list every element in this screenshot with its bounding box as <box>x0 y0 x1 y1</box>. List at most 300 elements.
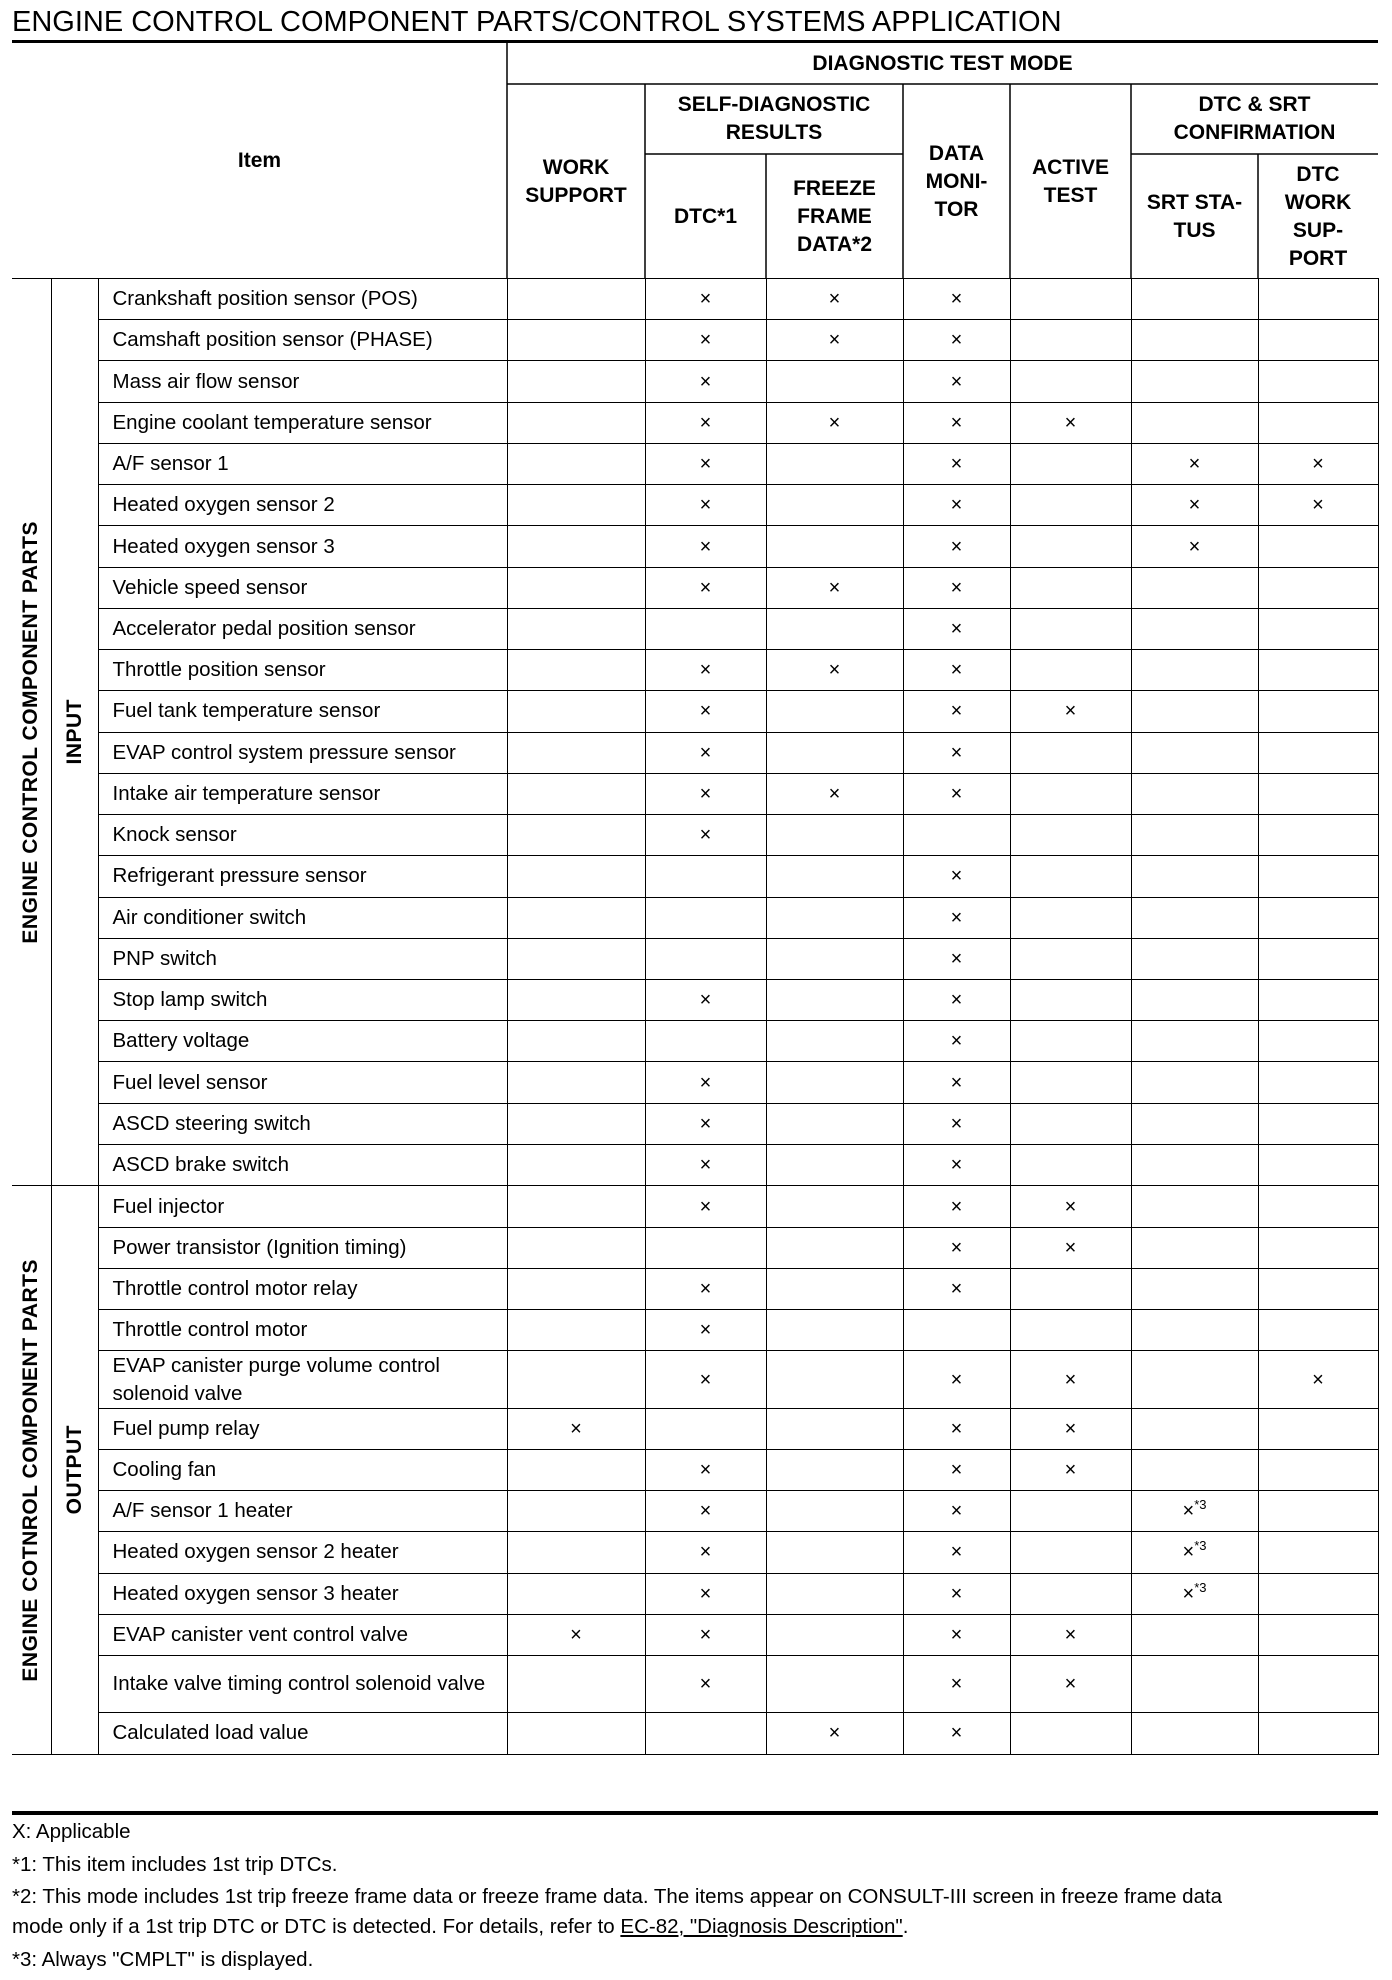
mark-cell <box>645 691 766 732</box>
mark-cell <box>903 1310 1010 1351</box>
mark-cell <box>903 1021 1010 1062</box>
application-table <box>12 278 1379 1755</box>
mark-cell <box>1010 1449 1131 1490</box>
mark-cell <box>1131 1573 1258 1614</box>
mark-cell <box>1131 279 1258 320</box>
mark-cell <box>766 608 903 649</box>
mark-cell <box>507 1614 645 1655</box>
applicable-mark: × <box>950 1722 963 1745</box>
section-label: ENGINE COTNROL COMPONENT PARTS <box>12 1186 51 1754</box>
mark-cell <box>1010 1532 1131 1573</box>
mark-cell <box>645 1062 766 1103</box>
mark-cell <box>1258 773 1378 814</box>
applicable-mark: × <box>699 700 712 723</box>
applicable-mark: × <box>950 865 963 888</box>
mark-cell <box>507 1144 645 1185</box>
row-item-label: Refrigerant pressure sensor <box>98 856 507 897</box>
mark-cell <box>1258 1491 1378 1532</box>
header-diagnostic-test-mode: DIAGNOSTIC TEST MODE <box>812 51 1073 75</box>
mark-cell <box>766 1021 903 1062</box>
header-dtc-srt-confirmation: DTC & SRT CONFIRMATION <box>1173 93 1336 144</box>
mark-cell <box>645 608 766 649</box>
mark-cell <box>1131 1310 1258 1351</box>
table-row <box>12 1351 1378 1408</box>
mark-cell <box>1131 1268 1258 1309</box>
mark-cell <box>1131 815 1258 856</box>
mark-cell <box>645 1491 766 1532</box>
mark-cell <box>766 938 903 979</box>
mark-cell <box>1258 567 1378 608</box>
mark-cell <box>1258 691 1378 732</box>
mark-cell <box>766 1186 903 1227</box>
header-dtc: DTC*1 <box>673 204 737 228</box>
row-item-label: Accelerator pedal position sensor <box>98 608 507 649</box>
mark-cell <box>1258 1656 1378 1713</box>
row-item-label: Intake valve timing control solenoid valve <box>98 1656 507 1713</box>
mark-cell <box>903 1351 1010 1408</box>
mark-cell <box>766 1713 903 1754</box>
table-row <box>12 732 1378 773</box>
mark-cell <box>766 1268 903 1309</box>
mark-cell <box>1258 1144 1378 1185</box>
mark-cell <box>507 361 645 402</box>
mark-cell <box>1258 1351 1378 1408</box>
applicable-mark: × <box>828 288 841 311</box>
applicable-mark: × <box>699 329 712 352</box>
mark-cell <box>903 938 1010 979</box>
mark-cell <box>1010 1144 1131 1185</box>
mark-cell <box>766 1062 903 1103</box>
mark-cell <box>1258 1449 1378 1490</box>
applicable-mark: × <box>699 1582 712 1605</box>
group-label: INPUT <box>51 279 98 1186</box>
mark-cell <box>507 732 645 773</box>
mark-cell <box>903 1449 1010 1490</box>
mark-cell <box>507 1062 645 1103</box>
table-row <box>12 1532 1378 1573</box>
mark-cell <box>1258 1532 1378 1573</box>
mark-cell <box>1258 279 1378 320</box>
footnote-3-ref: *3 <box>1194 1497 1207 1513</box>
page-title: ENGINE CONTROL COMPONENT PARTS/CONTROL SYSTEMS APPLICATION <box>12 6 1062 38</box>
row-item-label: EVAP canister purge volume control solenoid valve <box>98 1351 507 1408</box>
table-row <box>12 1491 1378 1532</box>
table-row <box>12 1408 1378 1449</box>
mark-cell <box>766 1103 903 1144</box>
mark-cell <box>1010 1713 1131 1754</box>
mark-cell <box>903 1491 1010 1532</box>
mark-cell <box>645 1103 766 1144</box>
mark-cell <box>903 1656 1010 1713</box>
mark-cell <box>1010 856 1131 897</box>
mark-cell <box>1010 608 1131 649</box>
applicable-mark: × <box>699 1624 712 1647</box>
row-item-label: Crankshaft position sensor (POS) <box>98 279 507 320</box>
mark-cell <box>645 897 766 938</box>
applicable-mark: × <box>699 1278 712 1301</box>
mark-cell <box>507 1449 645 1490</box>
applicable-mark: × <box>699 1673 712 1696</box>
mark-cell <box>1010 279 1131 320</box>
mark-cell <box>1010 1408 1131 1449</box>
row-item-label: Calculated load value <box>98 1713 507 1754</box>
mark-cell <box>507 650 645 691</box>
applicable-mark: × <box>950 1236 963 1259</box>
applicable-mark: × <box>1182 1582 1195 1605</box>
mark-cell <box>1010 938 1131 979</box>
mark-cell <box>903 567 1010 608</box>
table-row <box>12 1656 1378 1713</box>
mark-cell <box>1258 1573 1378 1614</box>
mark-cell <box>1258 856 1378 897</box>
applicable-mark: × <box>1064 1458 1077 1481</box>
mark-cell <box>1010 485 1131 526</box>
mark-cell <box>766 443 903 484</box>
mark-cell <box>1131 979 1258 1020</box>
applicable-mark: × <box>699 782 712 805</box>
mark-cell <box>903 1573 1010 1614</box>
mark-cell <box>1010 1062 1131 1103</box>
applicable-mark: × <box>1182 1500 1195 1523</box>
mark-cell <box>1010 1656 1131 1713</box>
mark-cell <box>1258 1227 1378 1268</box>
table-row <box>12 1021 1378 1062</box>
applicable-mark: × <box>699 1195 712 1218</box>
row-item-label: Fuel tank temperature sensor <box>98 691 507 732</box>
mark-cell <box>507 1408 645 1449</box>
mark-cell <box>1131 1532 1258 1573</box>
mark-cell <box>645 1351 766 1408</box>
applicable-mark: × <box>1182 1541 1195 1564</box>
applicable-mark: × <box>699 411 712 434</box>
table-row <box>12 1449 1378 1490</box>
footnote-2-line2: mode only if a 1st trip DTC or DTC is detected. For details, refer to EC-82, "Diagnosis Description". <box>12 1915 909 1938</box>
mark-cell <box>507 1103 645 1144</box>
applicable-mark: × <box>950 370 963 393</box>
mark-cell <box>507 979 645 1020</box>
row-item-label: ASCD brake switch <box>98 1144 507 1185</box>
mark-cell <box>645 1408 766 1449</box>
applicable-mark: × <box>1312 1368 1324 1391</box>
mark-cell <box>766 1227 903 1268</box>
applicable-mark: × <box>950 989 963 1012</box>
mark-cell <box>1131 1144 1258 1185</box>
mark-cell <box>1258 1614 1378 1655</box>
footnote-applicable: X: Applicable <box>12 1820 131 1843</box>
applicable-mark: × <box>1188 453 1201 476</box>
mark-cell <box>645 1573 766 1614</box>
mark-cell <box>645 1656 766 1713</box>
mark-cell <box>1258 1021 1378 1062</box>
mark-cell <box>903 608 1010 649</box>
mark-cell <box>766 402 903 443</box>
applicable-mark: × <box>950 1368 963 1391</box>
applicable-mark: × <box>699 1319 712 1342</box>
table-row <box>12 815 1378 856</box>
applicable-mark: × <box>950 1071 963 1094</box>
mark-cell <box>766 773 903 814</box>
mark-cell <box>766 526 903 567</box>
mark-cell <box>903 1614 1010 1655</box>
mark-cell <box>1258 938 1378 979</box>
applicable-mark: × <box>950 782 963 805</box>
applicable-mark: × <box>570 1624 582 1647</box>
applicable-mark: × <box>950 1195 963 1218</box>
applicable-mark: × <box>699 1458 712 1481</box>
mark-cell <box>766 1614 903 1655</box>
row-item-label: Fuel pump relay <box>98 1408 507 1449</box>
mark-cell <box>1010 443 1131 484</box>
applicable-mark: × <box>950 700 963 723</box>
mark-cell <box>507 1573 645 1614</box>
applicable-mark: × <box>950 617 963 640</box>
applicable-mark: × <box>1064 1624 1077 1647</box>
table-row <box>12 608 1378 649</box>
footnote-3-ref: *3 <box>1194 1538 1207 1554</box>
applicable-mark: × <box>699 989 712 1012</box>
mark-cell <box>645 1449 766 1490</box>
header-item: Item <box>237 149 282 172</box>
applicable-mark: × <box>699 453 712 476</box>
table-row <box>12 938 1378 979</box>
mark-cell <box>1258 979 1378 1020</box>
header-self-diagnostic-results: SELF-DIAGNOSTIC RESULTS <box>677 93 871 144</box>
applicable-mark: × <box>1064 1195 1077 1218</box>
mark-cell <box>766 320 903 361</box>
mark-cell <box>507 1310 645 1351</box>
mark-cell <box>645 732 766 773</box>
mark-cell <box>645 1227 766 1268</box>
footnote-3-ref: *3 <box>1194 1579 1207 1595</box>
mark-cell <box>507 443 645 484</box>
mark-cell <box>507 567 645 608</box>
mark-cell <box>766 1310 903 1351</box>
mark-cell <box>1010 361 1131 402</box>
mark-cell <box>1010 1103 1131 1144</box>
mark-cell <box>766 1532 903 1573</box>
mark-cell <box>1258 650 1378 691</box>
mark-cell <box>1010 897 1131 938</box>
applicable-mark: × <box>1312 453 1324 476</box>
mark-cell <box>507 773 645 814</box>
mark-cell <box>1010 1351 1131 1408</box>
mark-cell <box>903 815 1010 856</box>
mark-cell <box>1258 402 1378 443</box>
applicable-mark: × <box>699 1500 712 1523</box>
table-row <box>12 897 1378 938</box>
row-item-label: Battery voltage <box>98 1021 507 1062</box>
mark-cell <box>1131 773 1258 814</box>
mark-cell <box>1258 1186 1378 1227</box>
mark-cell <box>903 361 1010 402</box>
table-row <box>12 856 1378 897</box>
mark-cell <box>903 1408 1010 1449</box>
row-item-label: Stop lamp switch <box>98 979 507 1020</box>
applicable-mark: × <box>950 329 963 352</box>
section-label: ENGINE CONTROL COMPONENT PARTS <box>12 279 51 1186</box>
applicable-mark: × <box>950 288 963 311</box>
mark-cell <box>645 979 766 1020</box>
row-item-label: Throttle control motor <box>98 1310 507 1351</box>
row-item-label: Fuel injector <box>98 1186 507 1227</box>
table-row <box>12 320 1378 361</box>
diagnosis-description-link[interactable]: EC-82, "Diagnosis Description" <box>620 1915 903 1938</box>
mark-cell <box>1010 402 1131 443</box>
mark-cell <box>1258 815 1378 856</box>
mark-cell <box>1131 1491 1258 1532</box>
row-item-label: EVAP control system pressure sensor <box>98 732 507 773</box>
mark-cell <box>645 320 766 361</box>
mark-cell <box>1131 1614 1258 1655</box>
row-item-label: Heated oxygen sensor 3 <box>98 526 507 567</box>
header-work-support: WORK SUPPORT <box>525 155 627 207</box>
applicable-mark: × <box>1064 1368 1077 1391</box>
mark-cell <box>645 567 766 608</box>
mark-cell <box>903 691 1010 732</box>
table-row <box>12 979 1378 1020</box>
applicable-mark: × <box>699 288 712 311</box>
header-data-monitor: DATA MONI- TOR <box>925 141 988 221</box>
row-item-label: Camshaft position sensor (PHASE) <box>98 320 507 361</box>
applicable-mark: × <box>1064 1236 1077 1259</box>
mark-cell <box>766 856 903 897</box>
applicable-mark: × <box>950 1541 963 1564</box>
mark-cell <box>766 1351 903 1408</box>
mark-cell <box>1010 1021 1131 1062</box>
mark-cell <box>1010 1491 1131 1532</box>
mark-cell <box>645 402 766 443</box>
mark-cell <box>903 402 1010 443</box>
applicable-mark: × <box>950 741 963 764</box>
applicable-mark: × <box>950 659 963 682</box>
applicable-mark: × <box>950 906 963 929</box>
mark-cell <box>645 1532 766 1573</box>
applicable-mark: × <box>950 535 963 558</box>
mark-cell <box>507 485 645 526</box>
mark-cell <box>1010 650 1131 691</box>
mark-cell <box>903 526 1010 567</box>
table-row <box>12 279 1378 320</box>
mark-cell <box>1131 650 1258 691</box>
mark-cell <box>645 1186 766 1227</box>
row-item-label: PNP switch <box>98 938 507 979</box>
mark-cell <box>1258 1103 1378 1144</box>
applicable-mark: × <box>950 453 963 476</box>
mark-cell <box>1010 526 1131 567</box>
row-item-label: Vehicle speed sensor <box>98 567 507 608</box>
applicable-mark: × <box>950 1458 963 1481</box>
mark-cell <box>507 1532 645 1573</box>
mark-cell <box>507 279 645 320</box>
mark-cell <box>507 402 645 443</box>
applicable-mark: × <box>699 1071 712 1094</box>
mark-cell <box>903 1062 1010 1103</box>
table-row <box>12 1062 1378 1103</box>
mark-cell <box>1131 938 1258 979</box>
applicable-mark: × <box>950 1673 963 1696</box>
mark-cell <box>645 485 766 526</box>
applicable-mark: × <box>950 576 963 599</box>
mark-cell <box>1258 320 1378 361</box>
mark-cell <box>903 1103 1010 1144</box>
applicable-mark: × <box>950 1154 963 1177</box>
mark-cell <box>1010 1227 1131 1268</box>
mark-cell <box>903 1227 1010 1268</box>
mark-cell <box>1258 608 1378 649</box>
mark-cell <box>645 1021 766 1062</box>
mark-cell <box>766 279 903 320</box>
mark-cell <box>645 1268 766 1309</box>
applicable-mark: × <box>1312 494 1324 517</box>
mark-cell <box>903 1144 1010 1185</box>
mark-cell <box>1010 1186 1131 1227</box>
applicable-mark: × <box>699 535 712 558</box>
mark-cell <box>766 691 903 732</box>
mark-cell <box>507 1186 645 1227</box>
mark-cell <box>507 1713 645 1754</box>
mark-cell <box>903 443 1010 484</box>
table-row <box>12 1227 1378 1268</box>
row-item-label: Fuel level sensor <box>98 1062 507 1103</box>
mark-cell <box>1258 1408 1378 1449</box>
mark-cell <box>766 815 903 856</box>
mark-cell <box>1131 1449 1258 1490</box>
table-row <box>12 1614 1378 1655</box>
applicable-mark: × <box>1188 494 1201 517</box>
mark-cell <box>645 361 766 402</box>
mark-cell <box>645 1713 766 1754</box>
row-item-label: Power transistor (Ignition timing) <box>98 1227 507 1268</box>
mark-cell <box>1010 691 1131 732</box>
mark-cell <box>903 856 1010 897</box>
applicable-mark: × <box>828 329 841 352</box>
table-bottom-rule <box>12 1811 1378 1815</box>
mark-cell <box>645 773 766 814</box>
mark-cell <box>1010 1310 1131 1351</box>
mark-cell <box>507 897 645 938</box>
mark-cell <box>507 938 645 979</box>
mark-cell <box>507 608 645 649</box>
mark-cell <box>1131 1227 1258 1268</box>
row-item-label: A/F sensor 1 heater <box>98 1491 507 1532</box>
applicable-mark: × <box>950 1278 963 1301</box>
mark-cell <box>507 1491 645 1532</box>
applicable-mark: × <box>699 741 712 764</box>
table-row <box>12 443 1378 484</box>
mark-cell <box>1258 897 1378 938</box>
table-row <box>12 1268 1378 1309</box>
row-item-label: A/F sensor 1 <box>98 443 507 484</box>
mark-cell <box>1131 1713 1258 1754</box>
mark-cell <box>766 732 903 773</box>
mark-cell <box>1131 485 1258 526</box>
group-label: OUTPUT <box>51 1186 98 1754</box>
applicable-mark: × <box>699 1368 712 1391</box>
table-row <box>12 773 1378 814</box>
mark-cell <box>1258 361 1378 402</box>
mark-cell <box>1131 1408 1258 1449</box>
applicable-mark: × <box>1188 535 1201 558</box>
mark-cell <box>1258 1310 1378 1351</box>
applicable-mark: × <box>950 1500 963 1523</box>
applicable-mark: × <box>699 824 712 847</box>
mark-cell <box>1258 526 1378 567</box>
mark-cell <box>903 279 1010 320</box>
mark-cell <box>507 320 645 361</box>
mark-cell <box>766 1449 903 1490</box>
applicable-mark: × <box>950 1030 963 1053</box>
table-row <box>12 526 1378 567</box>
